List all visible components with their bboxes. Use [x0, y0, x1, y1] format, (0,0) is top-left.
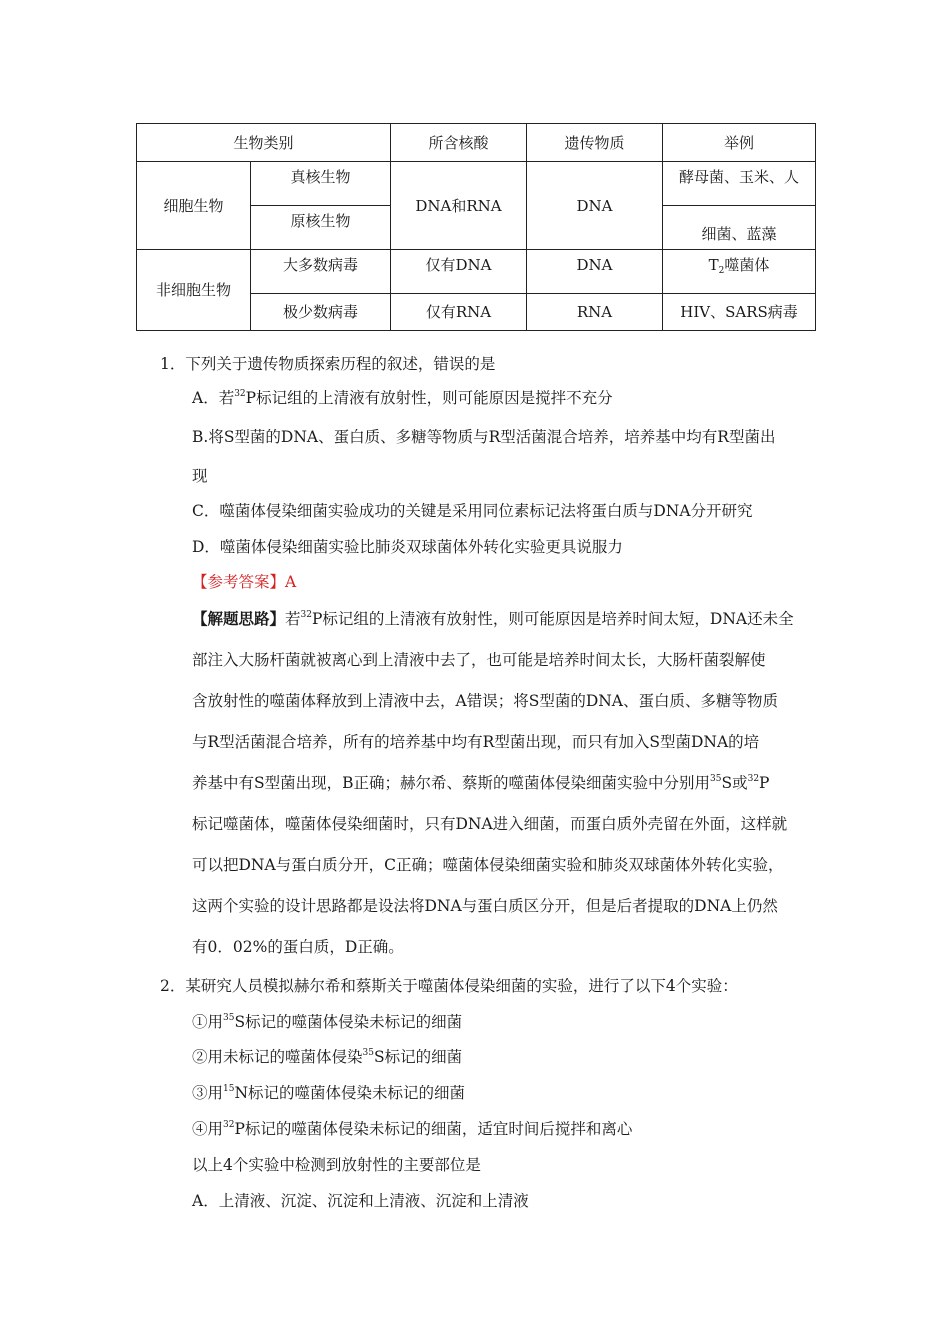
- isotope-superscript: 32: [223, 1120, 235, 1130]
- question-1-stem: 1．下列关于遗传物质探索历程的叙述，错误的是: [160, 355, 496, 373]
- explanation-line: [192, 772, 769, 794]
- explanation-line: 标记噬菌体，噬菌体侵染细菌时，只有DNA进入细菌，而蛋白质外壳留在外面，这样就: [192, 815, 788, 833]
- question-1-option-d: D．噬菌体侵染细菌实验比肺炎双球菌体外转化实验更具说服力: [192, 538, 623, 556]
- prokaryote-example: 细菌、蓝藻: [663, 206, 816, 250]
- table-header-row: [137, 124, 816, 162]
- explanation-text: P: [759, 774, 770, 792]
- question-1-option-b-line-2: 现: [192, 467, 208, 485]
- question-2-stem: 2．某研究人员模拟赫尔希和蔡斯关于噬菌体侵染细菌的实验，进行了以下4个实验：: [160, 977, 738, 995]
- explanation-line: 有0．02%的蛋白质，D正确。: [192, 938, 404, 956]
- most-virus-cell: 大多数病毒: [251, 250, 391, 294]
- question-1-option-b-line-1: B.将S型菌的DNA、蛋白质、多糖等物质与R型活菌混合培养，培养基中均有R型菌出: [192, 428, 776, 446]
- explanation-text: 养基中有S型菌出现，B正确；赫尔希、蔡斯的噬菌体侵染细菌实验中分别用: [192, 774, 711, 792]
- prokaryote-cell: 原核生物: [251, 206, 391, 250]
- most-virus-example: [663, 250, 816, 294]
- example-subscript: 2: [718, 266, 725, 276]
- example-phage-text: 噬菌体: [724, 256, 770, 274]
- experiment-text: P标记的噬菌体侵染未标记的细菌，适宜时间后搅拌和离心: [234, 1120, 633, 1138]
- explanation-text: P标记组的上清液有放射性，则可能原因是培养时间太短，DNA还未全: [311, 610, 794, 628]
- experiment-2: [192, 1046, 462, 1068]
- experiment-text: ②用未标记的噬菌体侵染: [192, 1048, 363, 1066]
- explanation-line: 部注入大肠杆菌就被离心到上清液中去了，也可能是培养时间太长，大肠杆菌裂解使: [192, 651, 766, 669]
- explanation-line: [192, 608, 794, 630]
- experiment-text: ③用: [192, 1084, 224, 1102]
- explanation-line: 与R型活菌混合培养，所有的培养基中均有R型菌出现，而只有加入S型菌DNA的培: [192, 733, 760, 751]
- explanation-line: 可以把DNA与蛋白质分开，C正确；噬菌体侵染细菌实验和肺炎双球菌体外转化实验，: [192, 856, 784, 874]
- experiment-text: S标记的噬菌体侵染未标记的细菌: [234, 1013, 463, 1031]
- explanation-line: 含放射性的噬菌体释放到上清液中去，A错误；将S型菌的DNA、蛋白质、多糖等物质: [192, 692, 778, 710]
- question-1-option-a: [192, 387, 613, 409]
- experiment-text: S标记的细菌: [373, 1048, 463, 1066]
- experiment-1: [192, 1011, 462, 1033]
- experiment-text: ④用: [192, 1120, 224, 1138]
- explanation-line: 这两个实验的设计思路都是设法将DNA与蛋白质区分开，但是后者提取的DNA上仍然: [192, 897, 778, 915]
- noncell-organism-group: 非细胞生物: [137, 250, 251, 331]
- explanation-text: S或: [721, 774, 748, 792]
- cell-genetic-material: DNA: [527, 162, 663, 250]
- few-virus-nucleic-acid: 仅有RNA: [391, 294, 527, 331]
- header-nucleic-acid: 所含核酸: [391, 124, 527, 162]
- few-virus-cell: 极少数病毒: [251, 294, 391, 331]
- isotope-superscript: 32: [747, 774, 760, 784]
- eukaryote-example: 酵母菌、玉米、人: [663, 162, 816, 206]
- few-virus-genetic-material: RNA: [527, 294, 663, 331]
- option-a-prefix: A．若: [192, 389, 235, 407]
- isotope-superscript: 35: [362, 1048, 374, 1058]
- isotope-superscript: 35: [710, 774, 722, 784]
- isotope-superscript: 32: [300, 610, 312, 620]
- header-category: 生物类别: [137, 124, 391, 162]
- cell-nucleic-acid: DNA和RNA: [391, 162, 527, 250]
- example-t-letter: T: [708, 256, 719, 274]
- experiment-text: ①用: [192, 1013, 224, 1031]
- option-a-text: P标记组的上清液有放射性，则可能原因是搅拌不充分: [245, 389, 613, 407]
- most-virus-genetic-material: DNA: [527, 250, 663, 294]
- cell-organism-group: 细胞生物: [137, 162, 251, 250]
- organism-classification-table: [136, 123, 816, 331]
- header-genetic-material: 遗传物质: [527, 124, 663, 162]
- experiment-4: [192, 1118, 632, 1140]
- answer-value: A: [285, 573, 297, 591]
- table-row: [137, 162, 816, 206]
- few-virus-example: HIV、SARS病毒: [663, 294, 816, 331]
- experiment-3: [192, 1082, 465, 1104]
- reference-answer: [192, 571, 296, 593]
- question-2-option-a: A．上清液、沉淀、沉淀和上清液、沉淀和上清液: [192, 1192, 529, 1210]
- question-1-option-c: C．噬菌体侵染细菌实验成功的关键是采用同位素标记法将蛋白质与DNA分开研究: [192, 502, 753, 520]
- eukaryote-cell: 真核生物: [251, 162, 391, 206]
- isotope-superscript: 15: [223, 1084, 235, 1094]
- experiment-text: N标记的噬菌体侵染未标记的细菌: [234, 1084, 466, 1102]
- most-virus-nucleic-acid: 仅有DNA: [391, 250, 527, 294]
- table-row: [137, 250, 816, 294]
- explanation-text: 若: [285, 610, 301, 628]
- explanation-label: 【解题思路】: [192, 609, 286, 628]
- isotope-superscript: 32: [234, 389, 246, 399]
- answer-label: 【参考答案】: [192, 573, 286, 591]
- isotope-superscript: 35: [223, 1013, 235, 1023]
- header-example: 举例: [663, 124, 816, 162]
- question-2-prompt: 以上4个实验中检测到放射性的主要部位是: [192, 1156, 481, 1174]
